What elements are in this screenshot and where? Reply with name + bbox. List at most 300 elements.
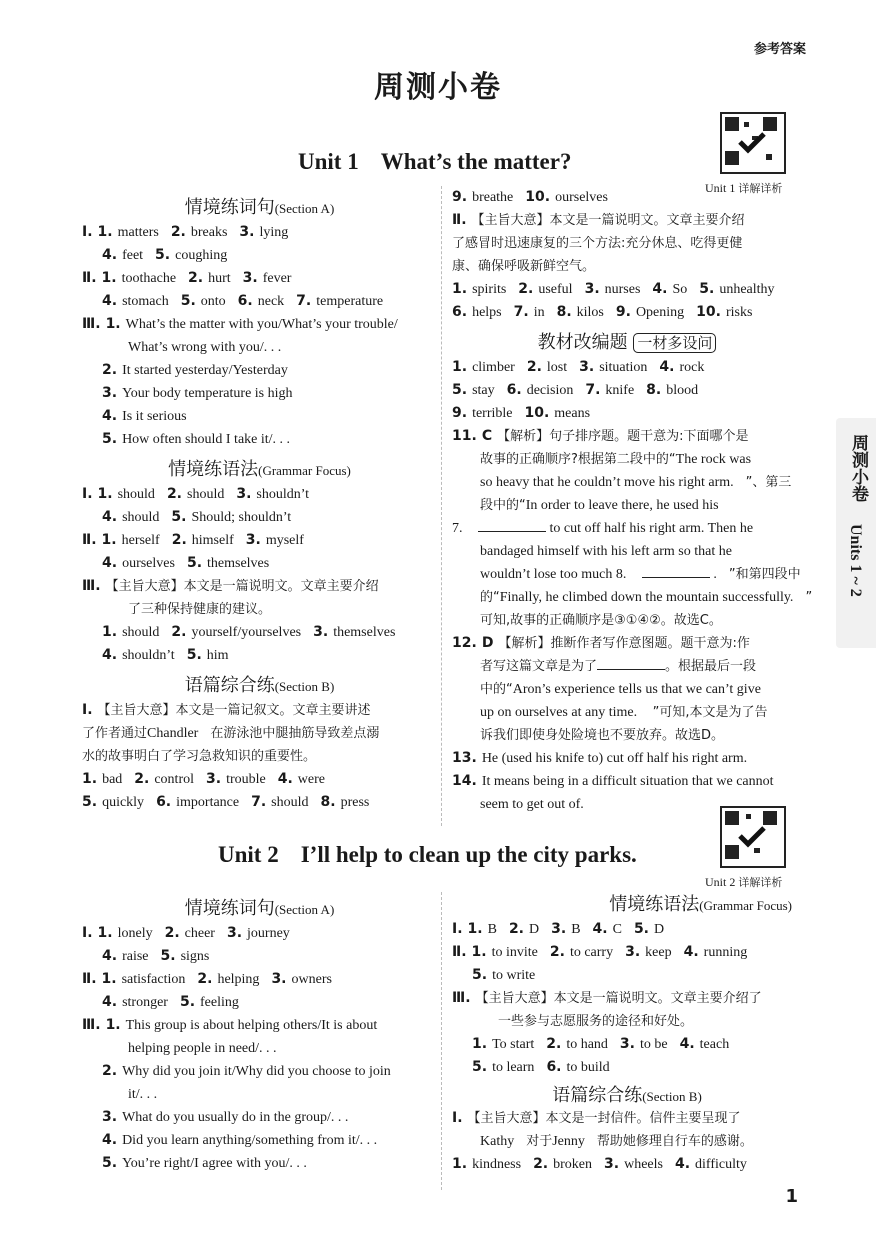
answer-token: You’re right/I agree with you/. . .: [122, 1156, 307, 1171]
answer-line: [452, 701, 802, 724]
answer-token: ourselves: [555, 190, 608, 205]
answer-token: means: [554, 406, 591, 421]
answer-token: 9.: [452, 405, 468, 421]
answer-token: 4.: [674, 1156, 691, 1172]
answer-token: 5.: [102, 431, 118, 447]
answer-token: 1.: [472, 1036, 488, 1052]
answer-line: [452, 1056, 802, 1079]
answer-line: [452, 1107, 802, 1130]
side-tab-cn: 周测小卷: [848, 434, 868, 502]
answer-token: 2.: [518, 281, 534, 297]
answer-token: Ⅰ.: [82, 224, 93, 240]
answer-token: 12.: [452, 635, 477, 651]
answer-token: Ⅱ.: [82, 270, 97, 286]
answer-token: 2.: [549, 944, 565, 960]
answer-token: 水的故事明白了学习急救知识的重要性。: [82, 749, 317, 764]
answer-token: 1.: [102, 624, 118, 640]
answer-token: risks: [725, 305, 753, 320]
answer-token: bad: [102, 772, 123, 787]
answer-token: kilos: [576, 305, 604, 320]
answer-token: journey: [247, 926, 290, 941]
answer-token: 5.: [186, 647, 202, 663]
answer-line: [82, 506, 437, 529]
answer-token: to invite: [491, 945, 538, 960]
answer-token: helping people in need/. . .: [128, 1041, 277, 1056]
answer-line: [452, 379, 802, 402]
answer-token: Jenny: [552, 1134, 585, 1149]
answer-token: 10.: [525, 189, 551, 205]
answer-token: broken: [553, 1157, 593, 1172]
answer-token: 5.: [472, 1059, 488, 1075]
answer-token: 2.: [134, 771, 150, 787]
answer-token: 2.: [508, 921, 524, 937]
answer-token: How often should I take it/. . .: [122, 432, 291, 447]
answer-token: Aron’s experience tells us that we can’t give: [512, 682, 761, 697]
answer-token: 【解析】推断作者写作意图题。题干意为:作: [498, 636, 750, 651]
answer-token: 1.: [97, 486, 113, 502]
answer-line: [82, 945, 437, 968]
answer-token: 3.: [239, 224, 255, 240]
answer-line: [82, 382, 437, 405]
answer-line: [452, 724, 802, 747]
answer-token: Opening: [635, 305, 685, 320]
answer-token: useful: [538, 282, 573, 297]
answer-line: [82, 359, 437, 382]
answer-token: 4.: [102, 994, 118, 1010]
answer-token: so heavy that he couldn’t move his right arm.: [480, 475, 734, 490]
answer-token: 6.: [452, 304, 468, 320]
answer-token: B: [487, 922, 497, 937]
answer-token: herself: [121, 533, 160, 548]
answer-token: spirits: [472, 282, 507, 297]
answer-token: raise: [122, 949, 149, 964]
answer-token: 7.: [452, 521, 466, 536]
answer-token: 3.: [102, 1109, 118, 1125]
answer-token: himself: [191, 533, 234, 548]
answer-token: 【主旨大意】本文是一篇说明文。文章主要介绍: [105, 579, 379, 594]
qr-code-icon[interactable]: [720, 806, 786, 868]
section-heading: 情境练词句(Section A): [184, 197, 335, 218]
answer-token: ”可知,本文是为了告: [652, 705, 768, 720]
answer-line: [82, 221, 437, 244]
answer-token: 诉我们即使身处险境也不要放弃。故选D。: [480, 728, 725, 743]
answer-token: should: [117, 487, 155, 502]
tag-box: 一材多设问: [633, 333, 716, 353]
answer-token: shouldn’t: [256, 487, 310, 502]
answer-line: [452, 747, 802, 770]
answer-token: fever: [262, 271, 292, 286]
answer-token: to cut off half his right arm. Then he: [546, 521, 754, 536]
answer-line: [452, 632, 802, 655]
answer-token: decision: [526, 383, 574, 398]
answer-token: 。根据最后一段: [665, 659, 757, 674]
answer-token: What’s wrong with you/. . .: [128, 340, 282, 355]
answer-token: Ⅱ.: [452, 212, 467, 228]
answer-token: 9.: [615, 304, 631, 320]
answer-line: [82, 244, 437, 267]
answer-token: 13.: [452, 750, 477, 766]
answer-line: [452, 471, 802, 494]
answer-line: [82, 991, 437, 1014]
section-heading: 语篇综合练(Section B): [184, 675, 335, 696]
unit1-qr-label: Unit 1 详解详析: [705, 181, 783, 195]
answer-token: 2.: [171, 532, 187, 548]
unit1-name: What’s the matter?: [380, 149, 572, 174]
answer-token: Ⅱ.: [452, 944, 467, 960]
answer-token: 5.: [179, 994, 196, 1010]
answer-token: shouldn’t: [122, 648, 175, 663]
answer-token: 【主旨大意】本文是一封信件。信件主要呈现了: [467, 1111, 741, 1126]
answer-token: onto: [200, 294, 226, 309]
answer-line: [82, 336, 437, 359]
answer-token: To start: [492, 1037, 535, 1052]
answer-line: [452, 609, 802, 632]
answer-token: 2.: [102, 1063, 118, 1079]
answer-token: stomach: [122, 294, 169, 309]
answer-block: [452, 356, 813, 816]
answer-token: 1.: [82, 771, 98, 787]
qr-code-icon[interactable]: [720, 112, 786, 174]
answer-token: 1.: [97, 224, 113, 240]
answer-token: 2.: [546, 1036, 562, 1052]
answer-token: 8.: [320, 794, 336, 810]
answer-token: C: [612, 922, 622, 937]
answer-token: 3.: [102, 385, 118, 401]
answer-token: blood: [666, 383, 699, 398]
answer-token: Ⅱ.: [82, 532, 97, 548]
answer-token: 3.: [619, 1036, 635, 1052]
side-tab: [836, 418, 876, 648]
unit2-left-column: [82, 894, 437, 1175]
answer-token: 3.: [579, 359, 595, 375]
answer-line: [82, 699, 437, 722]
answer-token: He (used his knife to) cut off half his right arm.: [481, 751, 748, 766]
answer-token: owners: [291, 972, 332, 987]
answer-line: [452, 678, 802, 701]
answer-token: 一些参与志愿服务的途径和好处。: [498, 1014, 694, 1029]
answer-token: 5.: [186, 555, 203, 571]
answer-token: should: [122, 510, 160, 525]
answer-token: 5.: [102, 1155, 118, 1171]
answer-token: 4.: [102, 408, 118, 424]
answer-token: lost: [546, 360, 568, 375]
answer-token: Ⅰ.: [452, 1110, 463, 1126]
answer-token: 5.: [171, 509, 187, 525]
answer-token: yourself/yourselves: [191, 625, 302, 640]
unit2-title: [218, 842, 637, 868]
answer-token: 3.: [236, 486, 252, 502]
answer-token: 1.: [452, 281, 468, 297]
answer-token: terrible: [472, 406, 513, 421]
answer-token: toothache: [121, 271, 177, 286]
answer-line: [82, 791, 437, 814]
answer-block: [82, 221, 437, 451]
side-tab-en: Units 1 ~ 2: [847, 524, 864, 597]
answer-token: 4.: [102, 1132, 118, 1148]
answer-token: 6.: [546, 1059, 562, 1075]
answer-token: 3.: [242, 270, 258, 286]
answer-token: Kathy: [480, 1134, 515, 1149]
answer-token: nurses: [604, 282, 641, 297]
answer-token: quickly: [102, 795, 145, 810]
answer-token: hurt: [208, 271, 231, 286]
answer-token: 1.: [105, 1017, 121, 1033]
answer-token: feet: [122, 248, 144, 263]
answer-token: 6.: [506, 382, 522, 398]
answer-token: 4.: [683, 944, 699, 960]
answer-token: 在游泳池中腿抽筋导致差点溺: [210, 726, 380, 741]
answer-token: What’s the matter with you/What’s your trouble/: [125, 317, 398, 332]
answer-token: difficulty: [695, 1157, 747, 1172]
answer-blank: [478, 518, 546, 532]
answer-token: to hand: [566, 1037, 608, 1052]
answer-token: 9.: [452, 189, 468, 205]
answer-token: 14.: [452, 773, 477, 789]
answer-line: [452, 402, 802, 425]
answer-token: 3.: [604, 1156, 620, 1172]
answer-token: 4.: [652, 281, 668, 297]
answer-line: [82, 1060, 437, 1083]
answer-token: signs: [180, 949, 210, 964]
answer-token: 1.: [471, 944, 487, 960]
answer-block: [452, 1107, 802, 1176]
answer-token: 2.: [171, 624, 187, 640]
answer-token: to be: [639, 1037, 668, 1052]
answer-line: [452, 232, 802, 255]
answer-token: 4.: [102, 509, 118, 525]
answer-block: [452, 918, 802, 1079]
answer-token: Is it serious: [122, 409, 187, 424]
answer-token: feeling: [200, 995, 239, 1010]
answer-line: [452, 563, 802, 586]
answer-line: [452, 1033, 802, 1056]
answer-token: 2.: [533, 1156, 549, 1172]
answer-token: So: [672, 282, 688, 297]
answer-line: [452, 770, 802, 793]
answer-token: wheels: [624, 1157, 663, 1172]
answer-token: D: [481, 635, 494, 651]
answer-token: 3.: [551, 921, 567, 937]
answer-token: 故事的正确顺序?根据第二段中的“: [480, 452, 676, 467]
answer-token: 4.: [659, 359, 675, 375]
answer-line: [452, 517, 802, 540]
answer-line: [452, 1130, 802, 1153]
answer-token: 2.: [526, 359, 542, 375]
answer-token: 4.: [592, 921, 608, 937]
answer-token: lying: [259, 225, 289, 240]
answer-token: 3.: [226, 925, 243, 941]
answer-token: 4.: [102, 555, 118, 571]
answer-line: [452, 586, 813, 609]
answer-token: up on ourselves at any time.: [480, 705, 641, 720]
answer-line: [452, 964, 802, 987]
answer-block: [82, 699, 437, 814]
answer-token: C: [481, 428, 493, 444]
answer-token: 帮助她修理自行车的感谢。: [596, 1134, 753, 1149]
answer-token: 7.: [585, 382, 601, 398]
answer-token: 3.: [245, 532, 261, 548]
answer-line: [82, 1106, 437, 1129]
answer-line: [82, 722, 437, 745]
answer-token: 6.: [237, 293, 253, 309]
unit1-right-column: [452, 186, 813, 816]
answer-token: teach: [699, 1037, 730, 1052]
answer-line: [82, 1014, 437, 1037]
answer-line: [82, 621, 437, 644]
answer-token: Ⅲ.: [452, 990, 471, 1006]
answer-token: 【主旨大意】本文是一篇说明文。文章主要介绍: [471, 213, 745, 228]
answer-token: 1.: [452, 1156, 468, 1172]
answer-line: [82, 575, 437, 598]
answer-token: 了三种保持健康的建议。: [128, 602, 272, 617]
section-heading: 情境练语法(Grammar Focus): [609, 894, 792, 915]
answer-token: Ⅱ.: [82, 971, 97, 987]
answer-token: 可知,故事的正确顺序是③①④②。故选C。: [480, 613, 722, 628]
answer-token: 对于: [526, 1134, 553, 1149]
answer-line: [452, 494, 802, 517]
answer-line: [452, 1010, 802, 1033]
answer-token: 2.: [102, 362, 118, 378]
answer-line: [82, 290, 437, 313]
answer-line: [452, 209, 802, 232]
answer-token: kindness: [472, 1157, 522, 1172]
answer-token: bandaged himself with his left arm so that he: [480, 544, 732, 559]
answer-line: [82, 1152, 437, 1175]
answer-line: [82, 644, 437, 667]
answer-token: 10.: [696, 304, 721, 320]
answer-token: 中的“: [480, 682, 513, 697]
answer-token: 4.: [102, 948, 118, 964]
answer-token: Ⅰ.: [82, 702, 93, 718]
answer-token: press: [340, 795, 370, 810]
answer-token: Ⅰ.: [82, 925, 93, 941]
page-title: 周测小卷: [374, 70, 502, 105]
answer-token: This group is about helping others/It is about: [125, 1018, 378, 1033]
answer-token: .: [709, 567, 717, 582]
answer-token: helps: [472, 305, 502, 320]
answer-line: [82, 968, 437, 991]
answer-token: 5.: [82, 794, 98, 810]
answer-token: Finally, he climbed down the mountain successfully.: [499, 590, 794, 605]
answer-token: 2.: [170, 224, 186, 240]
answer-token: In order to leave there, he used his: [525, 498, 719, 513]
answer-token: 1.: [105, 316, 121, 332]
answer-token: keep: [645, 945, 672, 960]
answer-token: 3.: [625, 944, 641, 960]
answer-line: [452, 186, 802, 209]
answer-token: Ⅰ.: [452, 921, 463, 937]
answer-token: 4.: [277, 771, 293, 787]
answer-token: it/. . .: [128, 1087, 158, 1102]
unit2-qr-label: Unit 2 详解详析: [705, 875, 783, 889]
answer-block: [452, 186, 802, 324]
answer-token: 【主旨大意】本文是一篇记叙文。文章主要讲述: [97, 703, 371, 718]
answer-token: should: [271, 795, 309, 810]
answer-token: him: [206, 648, 229, 663]
section-heading: 情境练语法(Grammar Focus): [168, 459, 351, 480]
unit1-number: Unit 1: [298, 149, 359, 174]
answer-line: [82, 267, 437, 290]
answer-line: [452, 941, 802, 964]
answer-line: [82, 428, 437, 451]
answer-token: matters: [117, 225, 159, 240]
answer-token: 段中的“: [480, 498, 526, 513]
answer-line: [82, 529, 437, 552]
answer-token: seem to get out of.: [480, 797, 584, 812]
answer-line: [452, 425, 802, 448]
answer-token: D: [654, 922, 665, 937]
answer-token: 康、确保呼吸新鲜空气。: [452, 259, 596, 274]
answer-token: 的“: [480, 590, 500, 605]
unit1-title: [298, 149, 571, 175]
answer-token: 了作者通过: [82, 726, 148, 741]
answer-token: breathe: [472, 190, 514, 205]
section-heading: 教材改编题 一材多设问: [452, 328, 802, 354]
answer-line: [82, 922, 437, 945]
answer-token: Ⅰ.: [82, 486, 93, 502]
answer-token: lonely: [117, 926, 153, 941]
answer-line: [452, 540, 802, 563]
answer-token: running: [703, 945, 748, 960]
answer-line: [452, 278, 802, 301]
answer-line: [82, 768, 437, 791]
answer-token: themselves: [207, 556, 270, 571]
unit2-name: I’ll help to clean up the city parks.: [300, 842, 637, 867]
answer-token: 3.: [271, 971, 287, 987]
answer-line: [82, 405, 437, 428]
answer-token: ourselves: [122, 556, 175, 571]
answer-line: [452, 255, 802, 278]
answer-token: 5.: [699, 281, 715, 297]
answer-token: The rock was: [675, 452, 752, 467]
answer-token: Ⅲ.: [82, 316, 101, 332]
answer-token: helping: [217, 972, 260, 987]
answer-token: 5.: [155, 247, 171, 263]
answer-line: [452, 1153, 802, 1176]
answer-token: ”、第三: [745, 475, 792, 490]
answer-token: Did you learn anything/something from it/. . .: [122, 1133, 378, 1148]
answer-token: It means being in a difficult situation that we cannot: [481, 774, 774, 789]
answer-token: to learn: [492, 1060, 535, 1075]
column-divider: [441, 892, 442, 1190]
answer-token: 6.: [156, 794, 172, 810]
answer-line: [82, 745, 437, 768]
answer-token: 8.: [556, 304, 572, 320]
answer-block: [82, 483, 437, 667]
answer-token: 5.: [633, 921, 649, 937]
answer-line: [82, 1083, 437, 1106]
answer-token: knife: [605, 383, 635, 398]
answer-token: situation: [599, 360, 648, 375]
answer-blank: [642, 564, 710, 578]
answer-token: neck: [257, 294, 285, 309]
answer-token: 3.: [206, 771, 222, 787]
answer-blank: [597, 656, 665, 670]
answer-token: 1.: [452, 359, 468, 375]
answer-token: should: [122, 625, 160, 640]
answer-token: stronger: [122, 995, 168, 1010]
answer-token: 7.: [513, 304, 529, 320]
answer-block: [82, 922, 437, 1175]
answer-token: 4.: [679, 1036, 695, 1052]
answer-token: 了感冒时迅速康复的三个方法:充分休息、吃得更健: [452, 236, 743, 251]
answer-token: 4.: [102, 647, 118, 663]
answer-token: Should; shouldn’t: [191, 510, 292, 525]
page-number: 1: [785, 1186, 798, 1207]
answer-token: 1.: [101, 971, 117, 987]
answer-token: 1.: [97, 925, 113, 941]
answer-token: It started yesterday/Yesterday: [122, 363, 288, 378]
